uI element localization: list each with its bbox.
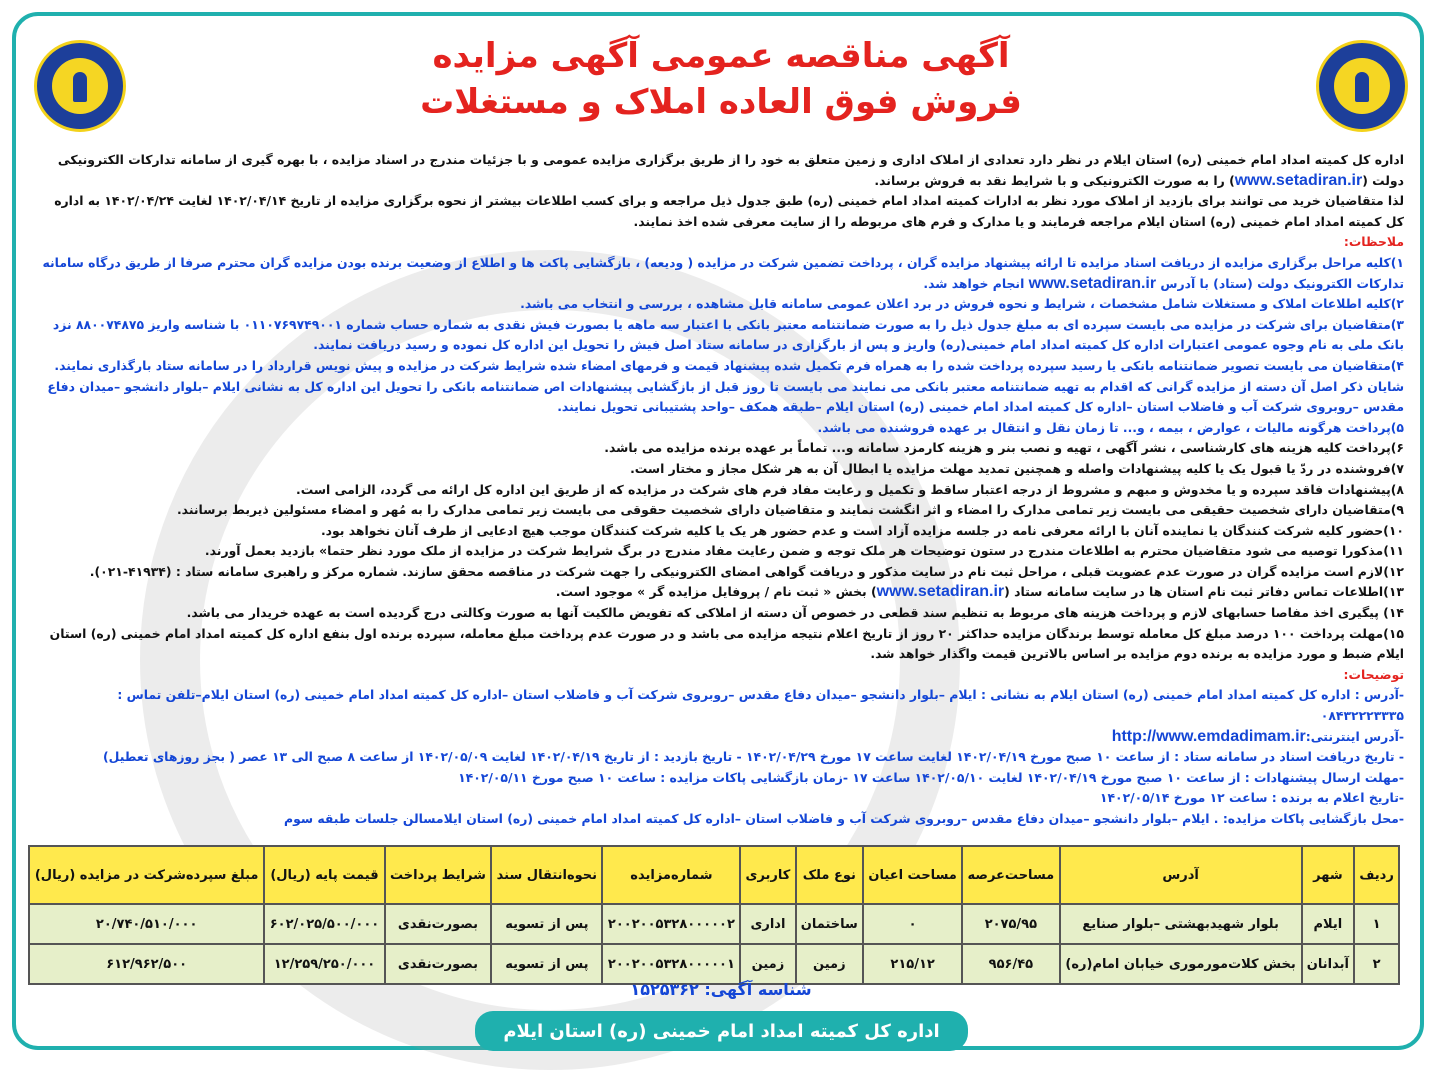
paragraph-text: ۱۱)مذکورا توصیه می شود متقاضیان محترم به اطلاعات مندرج در ستون توضیحات هر ملک توجه و ضمن رعایت مفاد مندرج در برگ شرایط شرکت در مزایده از ملک مورد نظر حتما» بازدید بعمل آورند. [204,543,1404,559]
column-header: مبلغ سپرده‌شرکت در مزایده (ریال) [29,846,264,904]
paragraph [38,562,1404,583]
column-header: کاربری [740,846,795,904]
table-cell: زمین [740,944,795,984]
paragraph-text: -محل بازگشایی پاکات مزایده: . ایلام –بلوار دانشجو –میدان دفاع مقدس –روبروی شرکت آب و فاضلاب استان –اداره کل کمیته امداد امام خمینی (ره) استان ایلامسالن جلسات طبقه سوم [284,811,1404,826]
paragraph-text: ) بخش « ثبت نام / پروفایل مزایده گر » موجود است. [555,584,877,600]
table-cell: ۲ [1354,944,1399,984]
table-cell: ساختمان [796,904,864,944]
notes-label: ملاحظات: [1343,234,1404,250]
paragraph-text: -مهلت ارسال پیشنهادات : از ساعت ۱۰ صبح مورخ ۱۴۰۲/۰۴/۱۹ لغایت ۱۴۰۲/۰۵/۱۰ ساعت ۱۷ -زمان بازگشایی پاکات مزایده : ساعت ۱۰ صبح مورخ ۱۴۰۲/۰۵/۱۱ [458,769,1404,785]
paragraph [38,438,1404,459]
column-header: آدرس [1060,846,1302,904]
paragraph-text: ۷)فروشنده در ردّ یا قبول یک یا کلیه پیشنهادات واصله و همچنین تمدید مهلت مزایده یا ابطال آن به هر شکل مجاز و مختار است. [630,460,1404,476]
table-cell: بصورت‌نقدی [385,904,492,944]
paragraph [38,253,1404,294]
table-cell: ۹۵۶/۴۵ [962,944,1059,984]
table-header-row [29,846,1399,904]
table-cell: ایلام [1302,904,1355,944]
table-cell: ۱ [1354,904,1399,944]
table-cell: ۲۰۰۲۰۰۵۳۲۸۰۰۰۰۰۱ [602,944,740,984]
paragraph [38,624,1404,665]
notes-list [38,253,1404,665]
table-row [29,944,1399,984]
table-cell: اداری [740,904,795,944]
paragraph-text: ۲)کلیه اطلاعات املاک و مستغلات شامل مشخصات ، شرایط و نحوه فروش در برد اعلان عمومی سامانه قابل مشاهده ، بررسی و انتخاب می باشد. [520,296,1404,312]
paragraph [38,191,1404,232]
explanations-list [38,685,1404,829]
paragraph-text: ۶)پرداخت کلیه هزینه های کارشناسی ، نشر آگهی ، تهیه و نصب بنر و هزینه کارمزد سامانه و... تماماً بر عهده برنده مزایده می باشد. [604,440,1404,456]
title-line-2: فروش فوق العاده املاک و مستغلات [420,82,1022,122]
website-link[interactable]: www.setadiran.ir [1234,171,1363,189]
paragraph-text: ۱۴) پیگیری اخذ مفاصا حسابهای لازم و پرداخت هزینه های مربوط به تنظیم سند قطعی در خصوص آن دسته از املاکی که تفویض مالکیت آنها به صورت وکالتی درج گردیده است به عهده خریدار می باشد. [186,605,1404,621]
column-header: مساحت‌عرصه [962,846,1059,904]
table-cell: پس از تسویه [491,904,602,944]
paragraph-text: -آدرس : اداره کل کمیته امداد امام خمینی (ره) استان ایلام به نشانی : ایلام –بلوار دانشجو –میدان دفاع مقدس –روبروی شرکت آب و فاضلاب استان –اداره کل کمیته امداد امام خمینی (ره) استان ایلام–تلفن تماس : ۰۸۴۳۲۲۲۳۳۳۵ [117,687,1404,724]
paragraph-text: -تاریخ اعلام به برنده : ساعت ۱۲ مورخ ۱۴۰۲/۰۵/۱۴ [1099,790,1404,806]
paragraph-text: انجام خواهد شد. [923,275,1029,291]
table-cell: ۶۱۲/۹۶۲/۵۰۰ [29,944,264,984]
column-header: نحوه‌انتقال سند [491,846,602,904]
website-link[interactable]: www.setadiran.ir [876,583,1005,601]
table-cell: ۲۰/۷۴۰/۵۱۰/۰۰۰ [29,904,264,944]
table-cell: ۰ [863,904,962,944]
column-header: شماره‌مزایده [602,846,740,904]
paragraph [38,747,1404,768]
table-cell: بصورت‌نقدی [385,944,492,984]
column-header: شرایط پرداخت [385,846,492,904]
table-cell: ۲۱۵/۱۲ [863,944,962,984]
paragraph-text: ۱)کلیه مراحل برگزاری مزایده از دریافت اسناد مزایده تا ارائه پیشنهاد مزایده گران ، پرداخت تضمین شرکت در مزایده ( ودیعه) ، بازگشایی پاکت ها و اطلاع از وضعیت برنده بودن مزایده گران محترم صرفا از طریق درگاه سامانه تدارکات الکترونیک دولت (ستاد) با آدرس [42,254,1404,291]
paragraph [38,315,1404,356]
explanations-label: توضیحات: [1343,666,1404,682]
table-cell: ۱۲/۲۵۹/۲۵۰/۰۰۰ [264,944,384,984]
paragraph [38,521,1404,542]
paragraph-text: -آدرس اینترنتی: [1305,728,1404,744]
paragraph [38,294,1404,315]
paragraph-text: ۱۰)حضور کلیه شرکت کنندگان یا نماینده آنان با ارائه معرفی نامه در جلسه مزایده آزاد است و عدم حضور هر یک یا کلیه شرکت کنندگان موجب هیچ ادعایی از طرف آنان نخواهد بود. [320,522,1404,538]
properties-table [28,845,1400,985]
organization-banner: اداره کل کمیته امداد امام خمینی (ره) استان ایلام [475,1011,968,1051]
column-header: ردیف [1354,846,1399,904]
paragraph [38,582,1404,603]
column-header: نوع ملک [796,846,864,904]
paragraph-text: ۴)متقاضیان می بایست تصویر ضمانتنامه بانکی یا رسید سپرده پرداخت شده را به همراه فرم تکمیل شده پیشنهاد قیمت و فرمهای امضاء شده شرایط شرکت در مزایده و پیش نویس قرارداد را در سامانه ستاد بارگذاری نمایند. شایان ذکر اصل آن دسته از مزایده گرانی که اقدام به تهیه ضمانتنامه معتبر بانکی می نمایند می بایست تا روز قبل از بازگشایی پیشنهادات اص ضمانتنامه بانکی را تحویل این اداره کل به نشانی ایلام –بلوار دانشجو –میدان دفاع مقدس –روبروی شرکت آب و فاضلاب استان –اداره کل کمیته امداد امام خمینی (ره) استان ایلام –طبقه همکف –واحد پشتیبانی تحویل نمایند. [47,357,1404,415]
paragraph [38,685,1404,726]
table-cell: ۶۰۲/۰۲۵/۵۰۰/۰۰۰ [264,904,384,944]
table-cell: بخش کلات‌مورموری خیابان امام(ره) [1060,944,1302,984]
paragraph-text: ۵)پرداخت هرگونه مالیات ، عوارض ، بیمه ، و... تا زمان نقل و انتقال بر عهده فروشنده می باشد. [817,419,1404,435]
paragraph [38,500,1404,521]
intro-section [38,150,1404,232]
website-link[interactable]: www.setadiran.ir [1028,274,1157,292]
paragraph [38,768,1404,789]
paragraph [38,809,1404,830]
table-cell: ۲۰۷۵/۹۵ [962,904,1059,944]
paragraph-text: لذا متقاضیان خرید می توانند برای بازدید از املاک مورد نظر به ادارات کمیته امداد امام خمینی (ره) طبق جدول ذیل مراجعه و برای کسب اطلاعات بیشتر از نحوه برگزاری مزایده از تاریخ ۱۴۰۲/۰۴/۱۴ لغایت ۱۴۰۲/۰۴/۲۴ به اداره کل کمیته امداد امام خمینی (ره) استان ایلام مراجعه فرمایند و یا مدارک و فرم های مربوطه را از سایت معرفی شده اخذ نمایند. [54,193,1404,229]
paragraph-text: ۱۲)لازم است مزایده گران در صورت عدم عضویت قبلی ، مراحل ثبت نام در سایت مذکور و دریافت گواهی امضای الکترونیکی را جهت شرکت در مناقصه محقق سازند. شماره مرکز و راهبری سامانه ستاد : (۴۱۹۳۴-۰۲۱). [89,563,1404,579]
table-cell: زمین [796,944,864,984]
column-header: شهر [1302,846,1355,904]
paragraph [38,603,1404,624]
column-header: مساحت اعیان [863,846,962,904]
table-cell: پس از تسویه [491,944,602,984]
paragraph-text: اداره کل کمیته امداد امام خمینی (ره) استان ایلام در نظر دارد تعدادی از املاک اداری و زمین متعلق به خود را از طریق برگزاری مزایده عمومی و با جزئیات مندرج در اسناد مزایده ، با بهره گیری از سامانه تدارکات الکترونیکی دولت ( [57,152,1404,188]
paragraph [38,150,1404,191]
paragraph-text: ۸)پیشنهادات فاقد سپرده و یا مخدوش و مبهم و مشروط از درجه اعتبار ساقط و تکمیل و رعایت مفاد فرم های شرکت در مزایده که از طریق این اداره کل ارائه می گردد، الزامی است. [296,481,1404,497]
paragraph-text: ۱۵)مهلت پرداخت ۱۰۰ درصد مبلغ کل معامله توسط برندگان مزایده حداکثر ۲۰ روز از تاریخ اعلام نتیجه مزایده می باشد و در صورت عدم پرداخت مبلغ معامله، سپرده برنده اول بنفع اداره کل کمیته امداد امام خمینی (ره) استان ایلام ضبط و مورد مزایده به برنده دوم مزایده بر اساس بالاترین قیمت واگذار خواهد شد. [49,625,1404,662]
title-line-1: آگهی مناقصه عمومی آگهی مزایده [432,36,1010,76]
paragraph [38,356,1404,418]
column-header: قیمت پایه (ریال) [264,846,384,904]
table-cell: ۲۰۰۲۰۰۵۳۲۸۰۰۰۰۰۲ [602,904,740,944]
paragraph [38,480,1404,501]
table-row [29,904,1399,944]
paragraph [38,727,1404,748]
paragraph-text: ۳)متقاضیان برای شرکت در مزایده می بایست سپرده ای به مبلغ جدول ذیل را به صورت ضمانتنامه معتبر بانکی با اعتبار سه ماهه یا بصورت فیش نقدی به شماره حساب شماره ۰۱۱۰۷۶۹۷۴۹۰۰۱ با شناسه واریز ۸۸۰۰۷۴۸۷۵ نزد بانک ملی به نام وجوه عمومی اعتبارات اداره کل کمیته امداد امام خمینی(ره) واریز و پس از بارگزاری در سامانه ستاد اصل فیش را تحویل این اداره کل نموده و رسید دریافت نمایند. [52,316,1404,353]
table-cell: بلوار شهیدبهشتی –بلوار صنایع [1060,904,1302,944]
paragraph-text: ۱۳)اطلاعات تماس دفاتر ثبت نام استان ها در سایت سامانه ستاد ( [1004,584,1404,600]
paragraph-text: - تاریخ دریافت اسناد در سامانه ستاد : از ساعت ۱۰ صبح مورخ ۱۴۰۲/۰۴/۱۹ لغایت ساعت ۱۷ مورخ ۱۴۰۲/۰۴/۲۹ - تاریخ بازدید : از تاریخ ۱۴۰۲/۰۴/۱۹ لغایت ۱۴۰۲/۰۵/۰۹ از ساعت ۸ صبح الی ۱۳ عصر ( بجز روزهای تعطیل) [103,749,1404,765]
paragraph [38,541,1404,562]
ad-body [38,150,1404,830]
paragraph-text: ۹)متقاضیان دارای شخصیت حقیقی می بایست زیر تمامی مدارک را امضاء و اثر انگشت نمایند و متقاضیان دارای شخصیت حقوقی می بایست زیر تمامی مدارک را به مُهر و امضاء مسئولین ذیربط برسانند. [176,502,1404,518]
website-link[interactable]: http://www.emdadimam.ir [1111,727,1306,745]
paragraph-text: ) را به صورت الکترونیکی و با شرایط نقد به فروش برساند. [874,172,1235,188]
ad-id: شناسه آگهی: ۱۵۲۵۳۶۲ [630,980,812,999]
table-cell: آبدانان [1302,944,1355,984]
paragraph [38,418,1404,439]
paragraph [38,459,1404,480]
paragraph [38,788,1404,809]
